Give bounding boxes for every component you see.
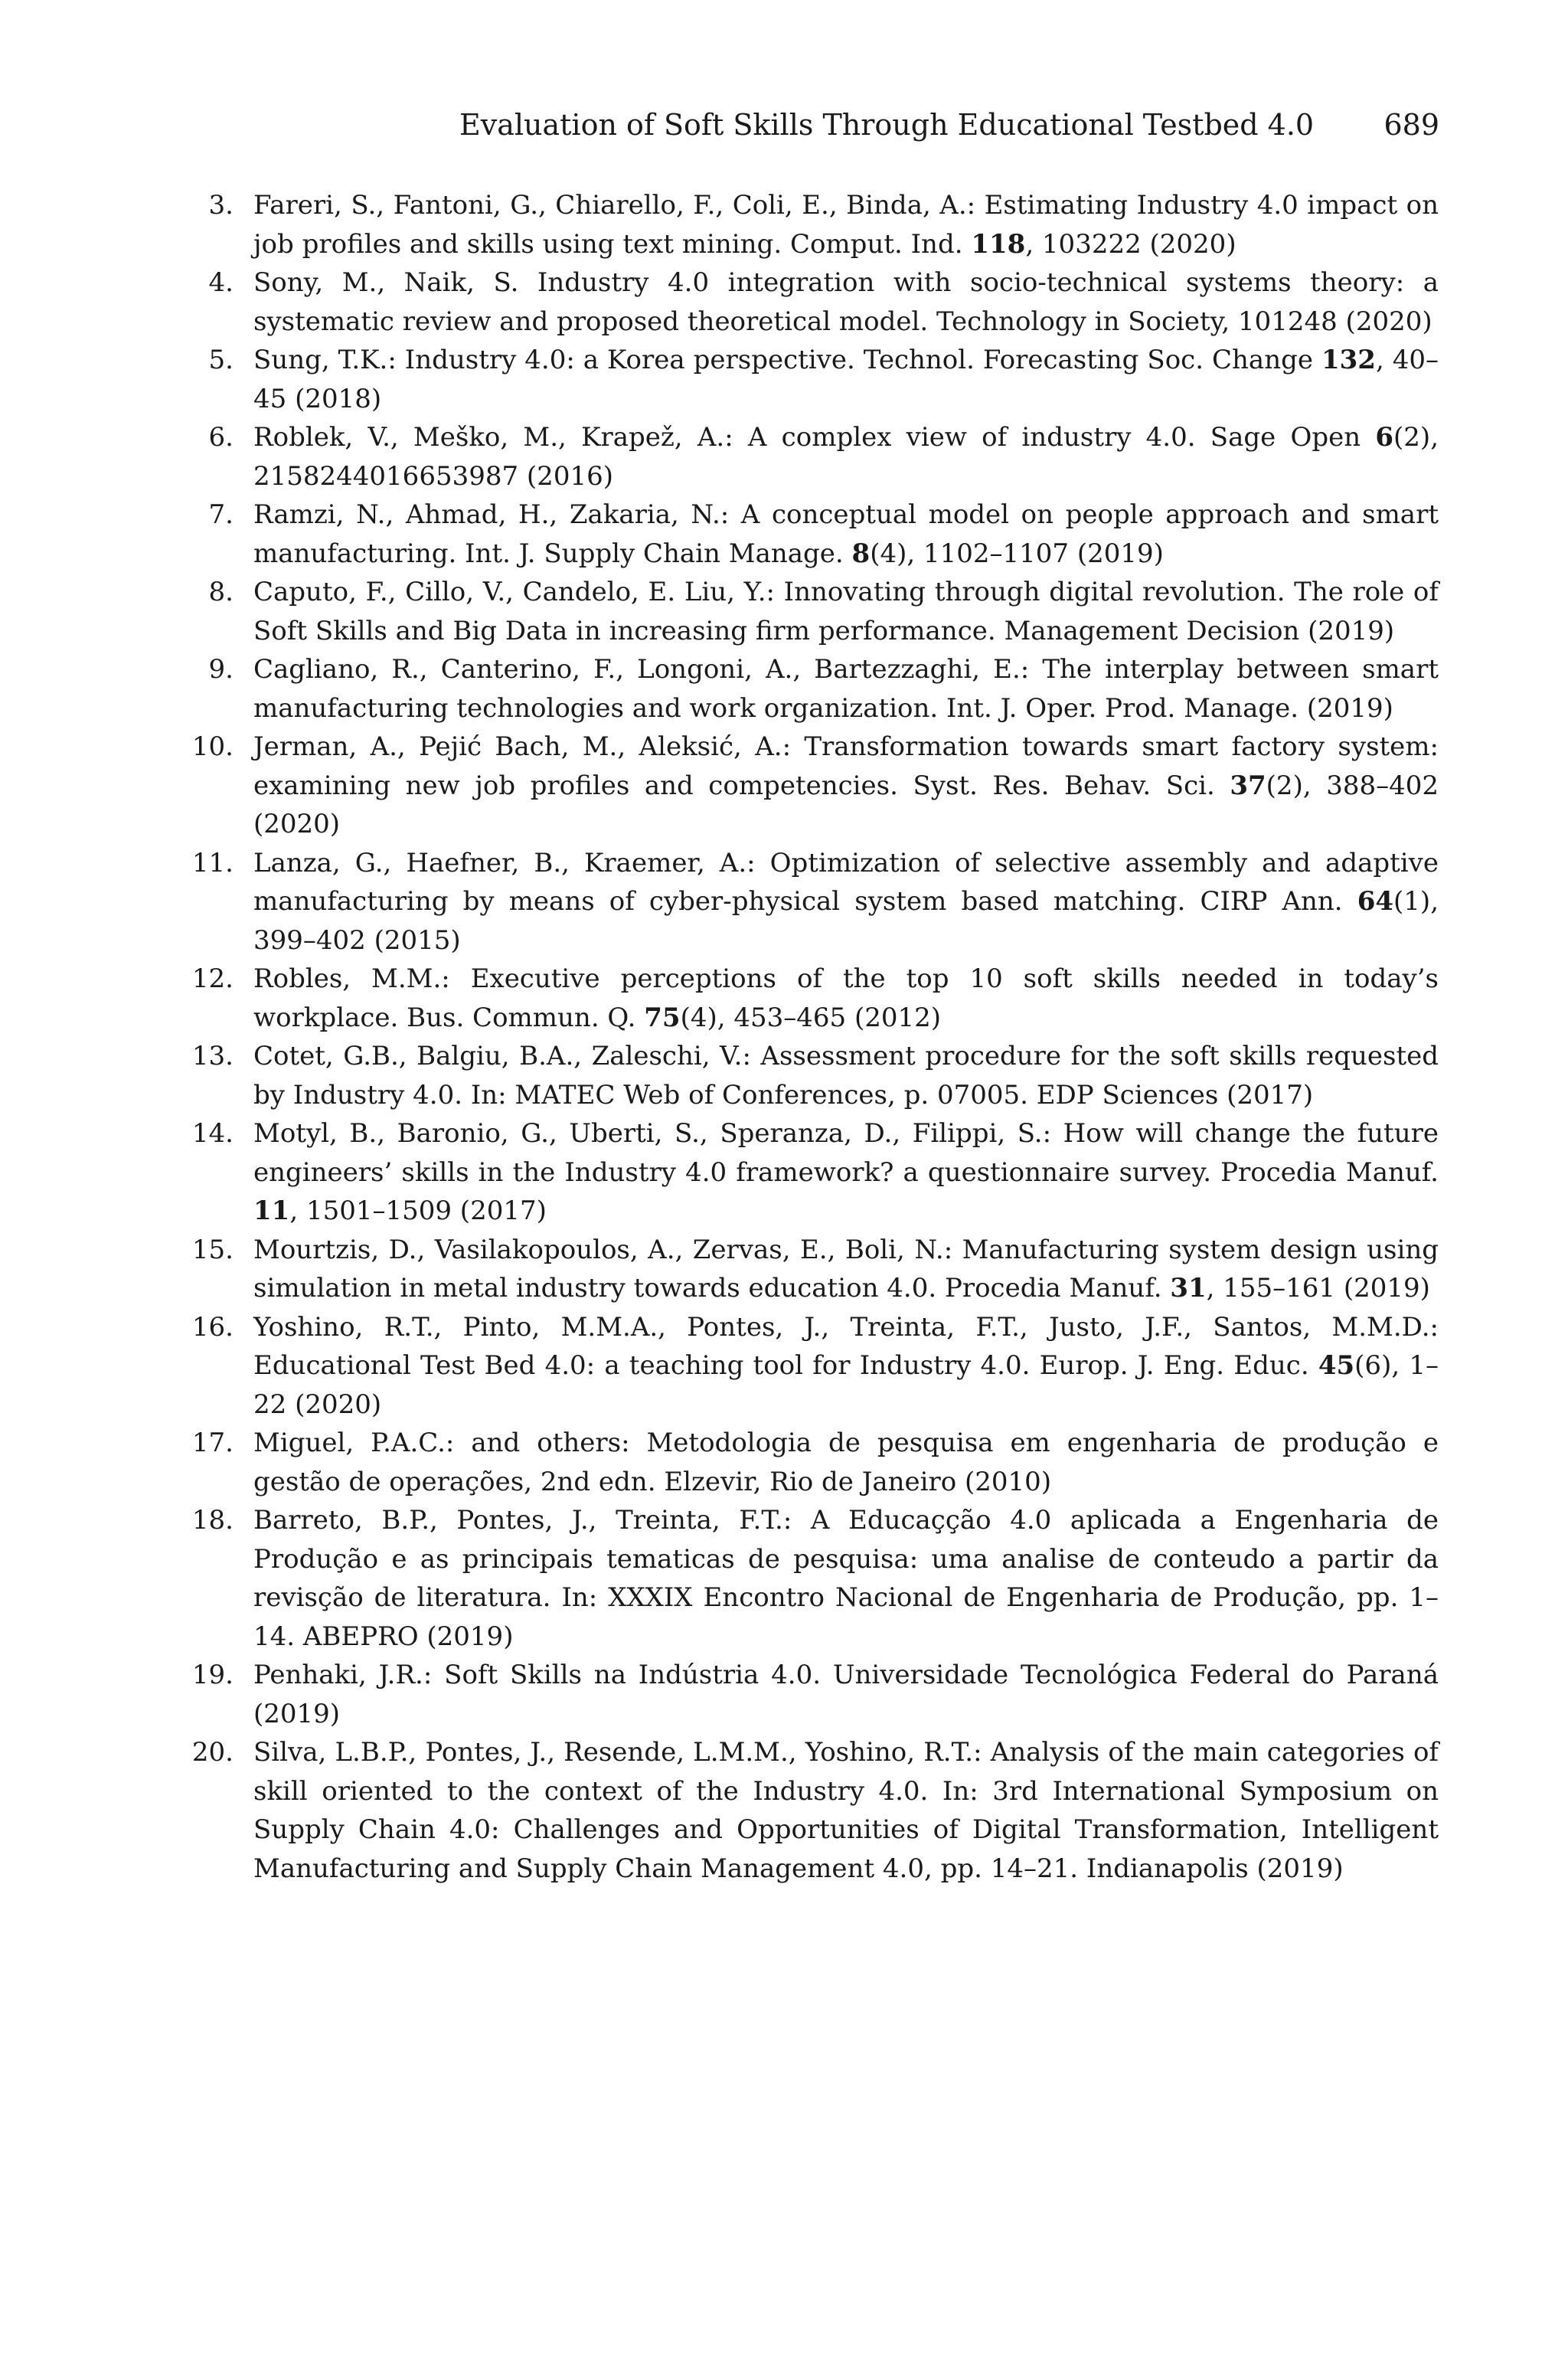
reference-text	[253, 844, 1439, 960]
reference-text	[253, 573, 1439, 650]
reference-segment: Sony, M., Naik, S. Industry 4.0 integration with socio-technical systems theory: a systematic review and proposed theoretical model. Technology in Society, 101248 (2020)	[253, 267, 1439, 337]
reference-number: 19.	[191, 1660, 234, 1690]
running-head	[459, 106, 1439, 144]
reference-segment: Motyl, B., Baronio, G., Uberti, S., Speranza, D., Filippi, S.: How will change the future engineers’ skills in the Industry 4.0 framework? a questionnaire survey. Procedia Manuf.	[253, 1118, 1439, 1188]
reference-text	[253, 1308, 1439, 1425]
reference-text	[253, 1037, 1439, 1114]
reference-volume: 132	[1321, 345, 1376, 375]
reference-item	[0, 650, 1439, 728]
reference-volume: 64	[1357, 886, 1394, 917]
reference-text	[253, 1114, 1439, 1231]
reference-item	[0, 341, 1439, 418]
reference-number: 16.	[191, 1311, 234, 1343]
reference-item	[0, 496, 1439, 573]
reference-text	[253, 263, 1439, 341]
reference-segment: (4), 1102–1107 (2019)	[870, 538, 1164, 569]
reference-number: 4.	[208, 267, 234, 298]
reference-segment: Silva, L.B.P., Pontes, J., Resende, L.M.M., Yoshino, R.T.: Analysis of the main categories of skill oriented to the context of the Industry 4.0. In: 3rd International Symposium on Supply Chain 4.0: Challenges and Opportunities of Digital Transformation, Intelligent Manufacturing and Supply Chain Management 4.0, pp. 14–21. Indianapolis (2019)	[253, 1737, 1439, 1884]
reference-item	[0, 263, 1439, 341]
reference-number: 20.	[191, 1737, 234, 1768]
reference-segment: Jerman, A., Pejić Bach, M., Aleksić, A.: Transformation towards smart factory system: examining new job profiles and competencies. Syst. Res. Behav. Sci.	[253, 731, 1439, 801]
reference-segment: Sung, T.K.: Industry 4.0: a Korea perspective. Technol. Forecasting Soc. Change	[253, 345, 1321, 375]
reference-number: 8.	[208, 577, 234, 607]
reference-volume: 6	[1375, 422, 1394, 453]
reference-segment: Mourtzis, D., Vasilakopoulos, A., Zervas, E., Boli, N.: Manufacturing system design using simulation in metal industry towards education 4.0. Procedia Manuf.	[253, 1234, 1439, 1303]
reference-number: 10.	[191, 731, 234, 762]
reference-text	[253, 650, 1439, 728]
reference-segment: , 40–45 (2018)	[253, 345, 1439, 414]
reference-volume: 118	[971, 228, 1026, 260]
reference-item	[0, 1733, 1439, 1888]
reference-segment: Lanza, G., Haefner, B., Kraemer, A.: Optimization of selective assembly and adaptive manufacturing by means of cyber-physical system based matching. CIRP Ann.	[253, 847, 1439, 917]
reference-number: 7.	[208, 499, 234, 530]
reference-item	[0, 844, 1439, 960]
reference-text	[253, 341, 1439, 418]
reference-list	[0, 186, 1568, 1888]
reference-text	[253, 418, 1439, 496]
reference-segment: (4), 453–465 (2012)	[680, 1002, 941, 1033]
reference-segment: , 103222 (2020)	[1025, 228, 1236, 260]
reference-segment: , 1501–1509 (2017)	[289, 1196, 547, 1226]
reference-number: 13.	[191, 1041, 234, 1071]
reference-number: 12.	[191, 963, 234, 994]
reference-text	[253, 1231, 1439, 1308]
reference-item	[0, 1037, 1439, 1114]
reference-item	[0, 573, 1439, 650]
reference-item	[0, 1424, 1439, 1501]
reference-segment: (2), 388–402 (2020)	[253, 770, 1439, 839]
running-title: Evaluation of Soft Skills Through Educational Testbed 4.0	[459, 108, 1315, 142]
reference-segment: , 155–161 (2019)	[1206, 1273, 1430, 1303]
reference-segment: (6), 1–22 (2020)	[253, 1350, 1439, 1420]
reference-segment: Miguel, P.A.C.: and others: Metodologia de pesquisa em engenharia de produção e gestão de operações, 2nd edn. Elzevir, Rio de Janeiro (2010)	[253, 1428, 1439, 1497]
reference-item	[0, 1231, 1439, 1308]
reference-text	[253, 1656, 1439, 1733]
reference-item	[0, 1308, 1439, 1425]
reference-number: 11.	[191, 847, 234, 878]
reference-segment: Cotet, G.B., Balgiu, B.A., Zaleschi, V.: Assessment procedure for the soft skills requested by Industry 4.0. In: MATEC Web of Conferences, p. 07005. EDP Sciences (2017)	[253, 1041, 1439, 1110]
reference-segment: Roblek, V., Meško, M., Krapež, A.: A complex view of industry 4.0. Sage Open	[253, 422, 1376, 453]
reference-number: 6.	[208, 422, 234, 453]
reference-item	[0, 418, 1439, 496]
reference-volume: 45	[1318, 1350, 1355, 1381]
reference-number: 18.	[191, 1505, 234, 1536]
reference-item	[0, 728, 1439, 844]
reference-segment: (2), 2158244016653987 (2016)	[253, 422, 1439, 492]
reference-item	[0, 1501, 1439, 1656]
reference-text	[253, 1424, 1439, 1501]
reference-segment: Robles, M.M.: Executive perceptions of the top 10 soft skills needed in today’s workplace. Bus. Commun. Q.	[253, 963, 1439, 1033]
reference-number: 9.	[208, 654, 234, 685]
reference-segment: Penhaki, J.R.: Soft Skills na Indústria 4.0. Universidade Tecnológica Federal do Paraná (2019)	[253, 1660, 1439, 1729]
reference-volume: 37	[1230, 770, 1266, 801]
reference-text	[253, 1733, 1439, 1888]
reference-segment: Fareri, S., Fantoni, G., Chiarello, F., Coli, E., Binda, A.: Estimating Industry 4.0 impact on job profiles and skills using text mining. Comput. Ind.	[253, 190, 1439, 260]
reference-volume: 75	[644, 1002, 681, 1033]
reference-number: 17.	[191, 1428, 234, 1458]
reference-number: 5.	[208, 345, 234, 375]
page-number: 689	[1383, 108, 1439, 142]
reference-number: 14.	[191, 1118, 234, 1149]
reference-segment: (1), 399–402 (2015)	[253, 886, 1439, 956]
reference-segment: Caputo, F., Cillo, V., Candelo, E. Liu, Y.: Innovating through digital revolution. The role of Soft Skills and Big Data in increasing firm performance. Management Decision (2019)	[253, 577, 1439, 646]
reference-volume: 11	[253, 1196, 290, 1226]
reference-segment: Yoshino, R.T., Pinto, M.M.A., Pontes, J., Treinta, F.T., Justo, J.F., Santos, M.M.D.: Educational Test Bed 4.0: a teaching tool for Industry 4.0. Europ. J. Eng. Educ.	[253, 1311, 1439, 1381]
reference-volume: 8	[851, 538, 871, 569]
reference-text	[253, 728, 1439, 844]
reference-item	[0, 1656, 1439, 1733]
reference-text	[253, 496, 1439, 573]
reference-segment: Barreto, B.P., Pontes, J., Treinta, F.T.: A Educaçção 4.0 aplicada a Engenharia de Produção e as principais tematicas de pesquisa: uma analise de conteudo a partir da revisção de literatura. In: XXXIX Encontro Nacional de Engenharia de Produção, pp. 1–14. ABEPRO (2019)	[253, 1505, 1439, 1652]
reference-text	[253, 960, 1439, 1037]
reference-number: 15.	[191, 1234, 234, 1265]
reference-item	[0, 960, 1439, 1037]
reference-text	[253, 186, 1439, 263]
reference-segment: Cagliano, R., Canterino, F., Longoni, A., Bartezzaghi, E.: The interplay between smart manufacturing technologies and work organization. Int. J. Oper. Prod. Manage. (2019)	[253, 654, 1439, 724]
reference-volume: 31	[1170, 1273, 1207, 1303]
reference-item	[0, 186, 1439, 263]
reference-text	[253, 1501, 1439, 1656]
reference-segment: Ramzi, N., Ahmad, H., Zakaria, N.: A conceptual model on people approach and smart manufacturing. Int. J. Supply Chain Manage.	[253, 499, 1439, 569]
reference-number: 3.	[208, 190, 234, 221]
reference-item	[0, 1114, 1439, 1231]
